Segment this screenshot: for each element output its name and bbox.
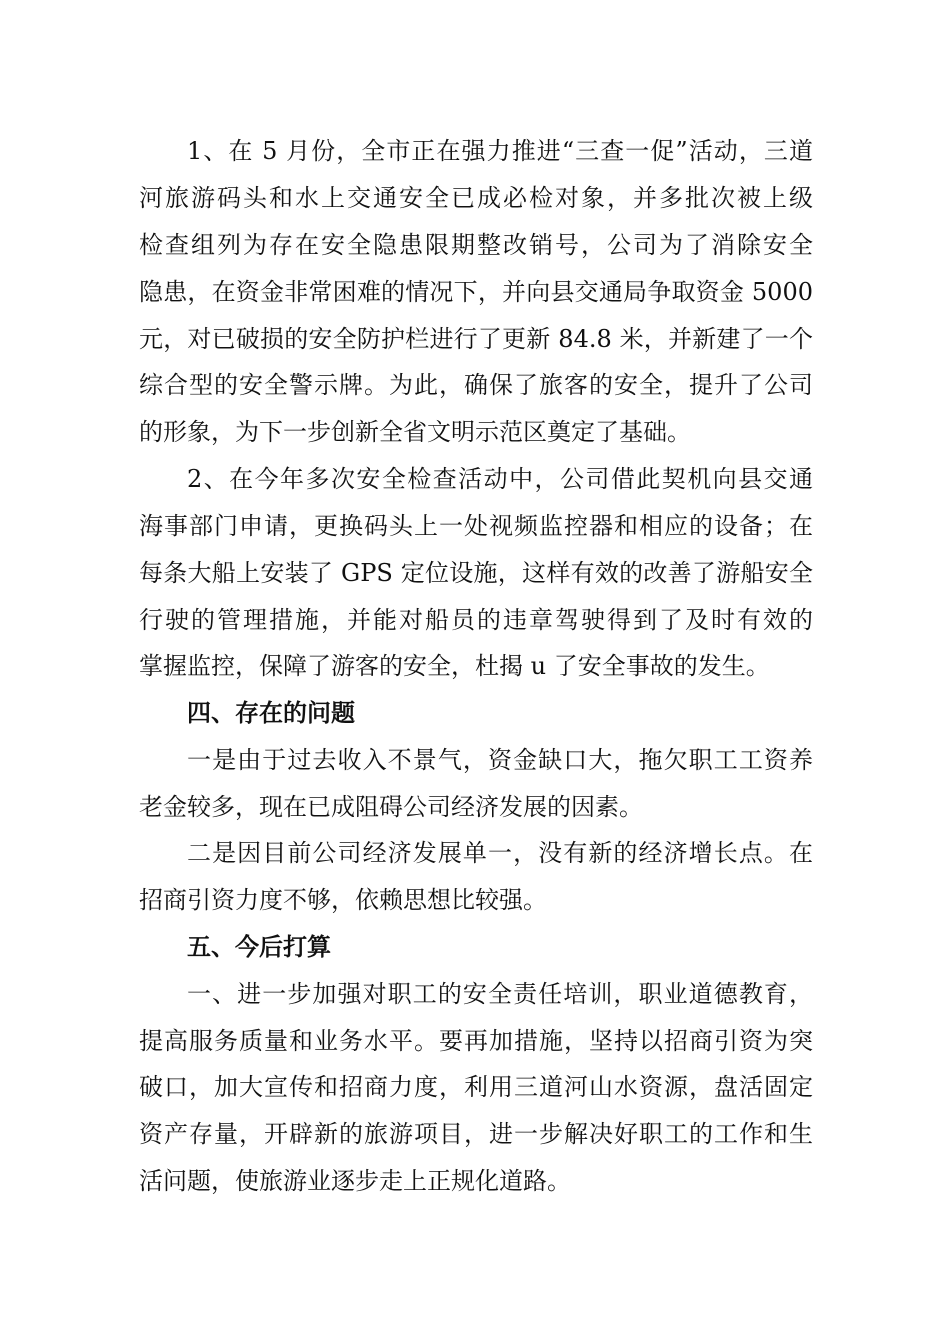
- paragraph-1-line-5: 元，对已破损的安全防护栏进行了更新 84.8 米，并新建了一个: [139, 325, 813, 353]
- paragraph-3-line-1: 一是由于过去收入不景气，资金缺口大，拖欠职工工资养: [187, 746, 813, 774]
- paragraph-5-line-5: 活问题，使旅游业逐步走上正规化道路。: [139, 1167, 571, 1195]
- paragraph-2-line-4: 行驶的管理措施，并能对船员的违章驾驶得到了及时有效的: [139, 606, 813, 634]
- paragraph-1-line-4: 隐患，在资金非常困难的情况下，并向县交通局争取资金 5000: [139, 278, 813, 306]
- paragraph-4-line-2: 招商引资力度不够，依赖思想比较强。: [139, 886, 547, 914]
- paragraph-1-line-6: 综合型的安全警示牌。为此，确保了旅客的安全，提升了公司: [139, 371, 813, 399]
- paragraph-1-line-2: 河旅游码头和水上交通安全已成必检对象，并多批次被上级: [139, 184, 813, 212]
- paragraph-2-line-3: 每条大船上安装了 GPS 定位设施，这样有效的改善了游船安全: [139, 559, 813, 587]
- paragraph-3-line-2: 老金较多，现在已成阻碍公司经济发展的因素。: [139, 793, 643, 821]
- paragraph-2-line-2: 海事部门申请，更换码头上一处视频监控器和相应的设备；在: [139, 512, 813, 540]
- paragraph-5-line-3: 破口，加大宣传和招商力度，利用三道河山水资源，盘活固定: [139, 1073, 813, 1101]
- paragraph-1-line-3: 检查组列为存在安全隐患限期整改销号，公司为了消除安全: [139, 231, 813, 259]
- paragraph-2-line-5: 掌握监控，保障了游客的安全，杜揭 u 了安全事故的发生。: [139, 652, 770, 680]
- paragraph-5-line-4: 资产存量，开辟新的旅游项目，进一步解决好职工的工作和生: [139, 1120, 813, 1148]
- section-heading-future-plans: 五、今后打算: [187, 933, 331, 961]
- paragraph-2-line-1: 2、在今年多次安全检查活动中，公司借此契机向县交通: [187, 465, 813, 493]
- paragraph-5-line-2: 提高服务质量和业务水平。要再加措施，坚持以招商引资为突: [139, 1027, 813, 1055]
- paragraph-4-line-1: 二是因目前公司经济发展单一，没有新的经济增长点。在: [187, 839, 813, 867]
- section-heading-problems: 四、存在的问题: [187, 699, 355, 727]
- paragraph-1-line-7: 的形象，为下一步创新全省文明示范区奠定了基础。: [139, 418, 691, 446]
- paragraph-5-line-1: 一、进一步加强对职工的安全责任培训，职业道德教育，: [187, 980, 813, 1008]
- paragraph-1-line-1: 1、在 5 月份，全市正在强力推进“三查一促”活动，三道: [187, 137, 813, 165]
